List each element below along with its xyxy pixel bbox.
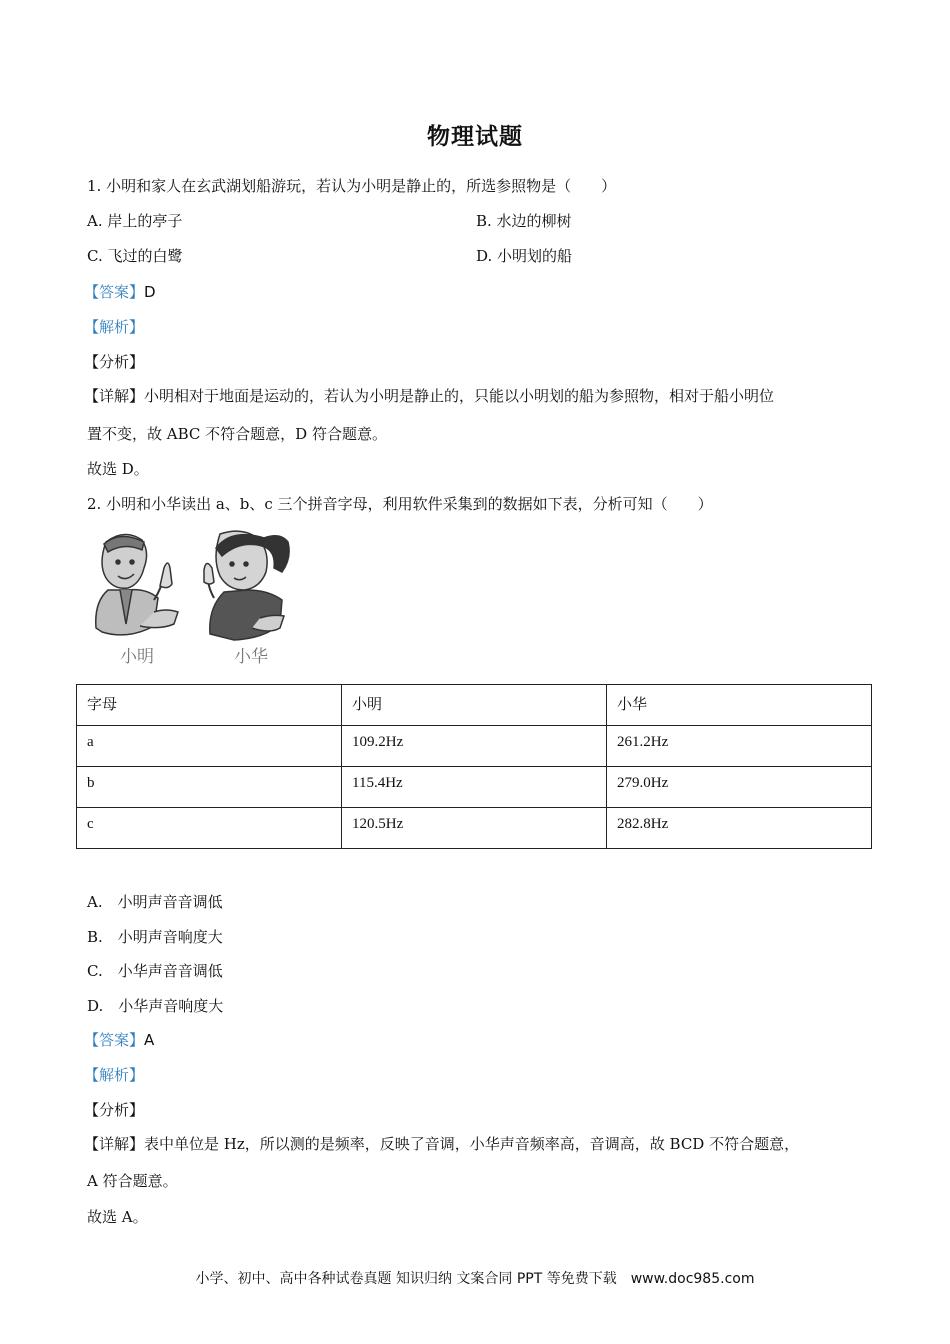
q1-answer bbox=[84, 282, 156, 302]
q2-answer-label: 【答案】 bbox=[84, 1031, 145, 1049]
table-header-cell: 小华 bbox=[607, 685, 872, 726]
table-cell: c bbox=[77, 808, 342, 849]
table-row bbox=[77, 726, 872, 767]
figure-label-xiaoming: 小明 bbox=[120, 647, 154, 667]
q2-option-b: B. 小明声音响度大 bbox=[87, 928, 223, 946]
q2-answer bbox=[84, 1030, 154, 1050]
q2-answer-value: A bbox=[144, 1031, 155, 1049]
q1-option-c: C. 飞过的白鹭 bbox=[87, 247, 183, 265]
table-cell: 120.5Hz bbox=[342, 808, 607, 849]
table-header-cell: 字母 bbox=[77, 685, 342, 726]
frequency-table bbox=[76, 684, 872, 849]
xiaohua-figure bbox=[204, 531, 289, 640]
q1-analysis-label: 【解析】 bbox=[84, 318, 145, 336]
q2-option-c: C. 小华声音音调低 bbox=[87, 962, 223, 980]
table-header-cell: 小明 bbox=[342, 685, 607, 726]
q1-answer-value: D bbox=[144, 283, 156, 301]
page-footer: 小学、初中、高中各种试卷真题 知识归纳 文案合同 PPT 等免费下载 www.doc985.com bbox=[195, 1271, 755, 1287]
q1-option-d: D. 小明划的船 bbox=[476, 247, 573, 265]
q1-option-b: B. 水边的柳树 bbox=[476, 212, 572, 230]
table-cell: 282.8Hz bbox=[607, 808, 872, 849]
q2-option-d: D. 小华声音响度大 bbox=[87, 997, 224, 1015]
question-1-stem: 1. 小明和家人在玄武湖划船游玩，若认为小明是静止的，所选参照物是（ ） bbox=[87, 177, 617, 195]
table-cell: 261.2Hz bbox=[607, 726, 872, 767]
table-cell: 115.4Hz bbox=[342, 767, 607, 808]
q2-analysis-label: 【解析】 bbox=[84, 1066, 145, 1084]
q2-detail-line-1: 【详解】表中单位是 Hz，所以测的是频率，反映了音调，小华声音频率高，音调高，故 BCD 不符合题意， bbox=[84, 1135, 800, 1153]
table-cell: a bbox=[77, 726, 342, 767]
page-title: 物理试题 bbox=[427, 123, 523, 150]
speaker-illustration-svg bbox=[84, 528, 299, 670]
q2-conclusion: 故选 A。 bbox=[87, 1208, 148, 1226]
q1-detail-line-2: 置不变，故 ABC 不符合题意，D 符合题意。 bbox=[87, 425, 387, 443]
q1-fenxi-label: 【分析】 bbox=[84, 353, 145, 371]
q1-detail-line-1: 【详解】小明相对于地面是运动的，若认为小明是静止的，只能以小明划的船为参照物，相对于船小明位 bbox=[84, 387, 775, 405]
table-row bbox=[77, 767, 872, 808]
q1-answer-label: 【答案】 bbox=[84, 283, 145, 301]
q1-option-a: A. 岸上的亭子 bbox=[87, 212, 183, 230]
table-cell: 279.0Hz bbox=[607, 767, 872, 808]
question-2-stem: 2. 小明和小华读出 a、b、c 三个拼音字母，利用软件采集到的数据如下表，分析可知（ ） bbox=[87, 495, 713, 513]
q2-option-a: A. 小明声音音调低 bbox=[87, 893, 223, 911]
q2-fenxi-label: 【分析】 bbox=[84, 1101, 145, 1119]
table-row bbox=[77, 808, 872, 849]
figure-label-xiaohua: 小华 bbox=[234, 647, 268, 667]
q2-detail-line-2: A 符合题意。 bbox=[87, 1172, 178, 1190]
table-header-row bbox=[77, 685, 872, 726]
xiaoming-figure bbox=[96, 534, 178, 634]
q1-conclusion: 故选 D。 bbox=[87, 460, 149, 478]
table-cell: 109.2Hz bbox=[342, 726, 607, 767]
speaker-illustration bbox=[84, 528, 299, 670]
table-cell: b bbox=[77, 767, 342, 808]
